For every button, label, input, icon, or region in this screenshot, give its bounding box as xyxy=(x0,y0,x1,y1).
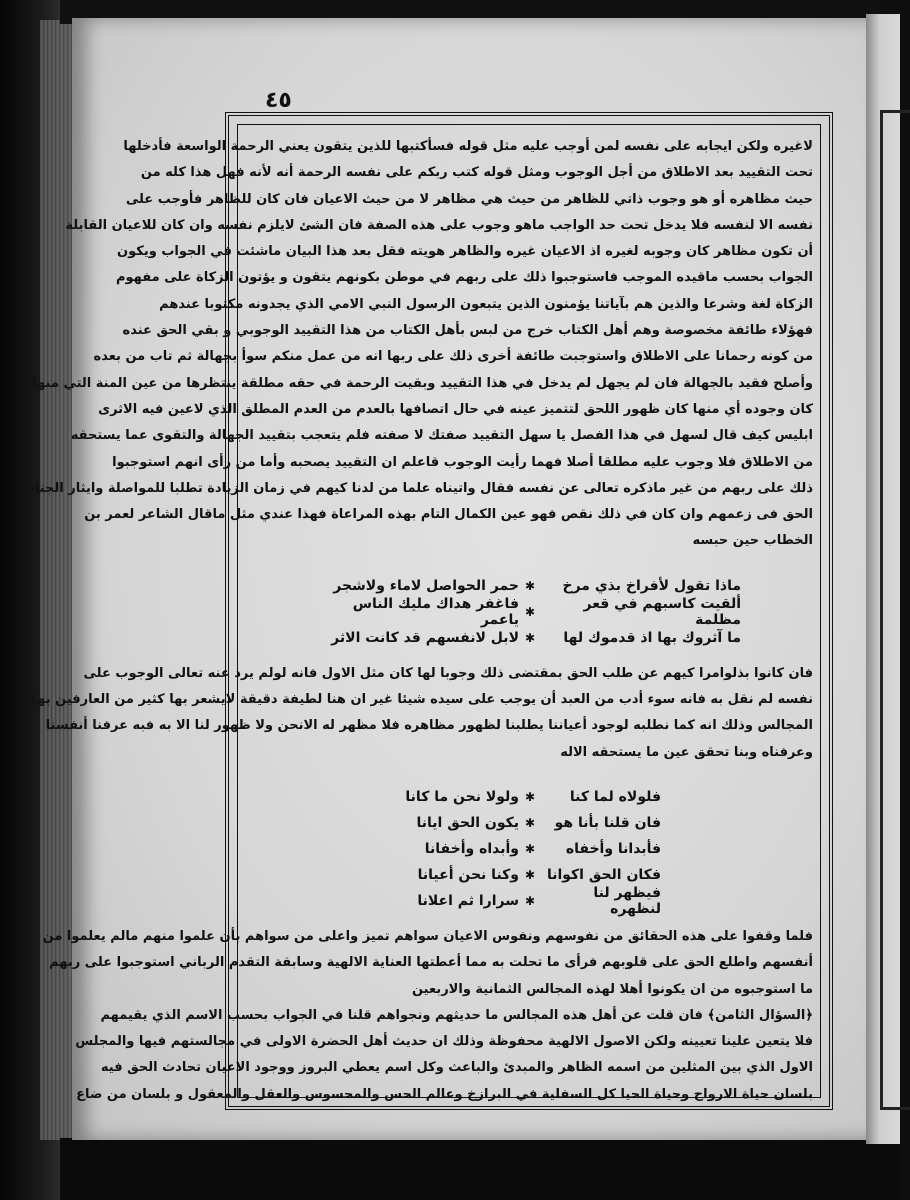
verse-second-hemistich: وأبداه وأخفانا xyxy=(424,840,519,857)
verse-line xyxy=(247,595,813,628)
section-heading-text: السؤال الثامن xyxy=(715,1007,806,1023)
text-line: فلما وقفوا على هذه الحقائق من نفوسهم ونفوس الاعيان سواهم تميز واعلى من سواهم بأن علموا منهم مالم يعلموا من xyxy=(42,928,813,944)
verse-second-hemistich: وكنا نحن أعيانا xyxy=(417,866,519,883)
verse-second-hemistich: فاغفر هداك مليك الناس ياعمر xyxy=(352,595,519,628)
star-separator-icon: ✱ xyxy=(524,578,536,593)
text-line: فهؤلاء طائفة مخصوصة وهم أهل الكتاب خرج من لبس بأهل الكتاب من هذا التقييد الوجوبي و بقي الحق عنده xyxy=(122,323,813,339)
section-heading: ﴿السؤال الثامن﴾ xyxy=(707,1007,813,1023)
question-text: فان قلت عن أهل هذه المجالس ما حديثهم ونجواهم قلنا في الجواب بحسب الاسم الذي يقيمهم xyxy=(100,1007,703,1023)
verse-second-hemistich: ولولا نحن ما كانا xyxy=(405,788,519,805)
verse-line xyxy=(247,836,813,862)
text-line: لاغيره ولكن ايجابه على نفسه لمن أوجب عليه مثل قوله فسأكتبها للذين يتقون يعني الرحمة الواسعة فأدخلها xyxy=(123,139,813,154)
text-line: فلا يتعين علينا تعيينه ولكن الاصول الالهية محفوظة وذلك ان حديث أهل الحضرة الاولى في مجالستهم فيها والمجلس xyxy=(75,1034,813,1050)
verse-first-hemistich: ألقيت كاسبهم في قعر مظلمة xyxy=(583,595,741,628)
text-line: من كونه رحمانا على الاطلاق واستوجبت طائفة أخرى ذلك على ربها انه من عمل منكم سوأ بجهالة ثم تاب من بعده xyxy=(93,349,813,365)
verse-second-hemistich: حمر الحواصل لاماء ولاشجر xyxy=(333,577,519,594)
text-line: الزكاة لغة وشرعا والذين هم بآياتنا يؤمنون الذين يتبعون الرسول النبي الامي الذي يجدونه مكتوبا عندهم xyxy=(159,296,813,312)
text-line: وعرفناه وبنا تحقق عين ما يستحقه الاله xyxy=(560,744,813,760)
text-line: حيث مظاهره أو هو وجوب ذاتي للظاهر من حيث هي مظاهر لا من حيث الاعيان فان كان للظاهر فأوجب على xyxy=(125,191,813,207)
text-line: ابليس كيف قال لسهل في هذا الفصل يا سهل التقييد صفتك لا صفته فلم يتعجب بتقييد الجهالة والتقوى عما يستحقه xyxy=(70,428,813,444)
paragraph-1 xyxy=(21,134,813,555)
verse-first-hemistich: فيظهر لنا لنظهره xyxy=(593,884,661,917)
text-line: الجواب بحسب ماقيده الموجب فاستوجبوا ذلك على ربهم في موطن بكونهم يتقون و يؤتون الزكاة على مفهوم xyxy=(116,270,813,286)
text-line: نفسه لم نقل به فانه سوء أدب من العبد أن يوجب على سيده شيئا غير ان هنا لطيفة دقيقة لايشعر بها كثير من العارفين بهذه xyxy=(21,692,813,708)
question-line xyxy=(100,1003,813,1029)
star-separator-icon: ✱ xyxy=(524,604,536,619)
text-line: المجالس وذلك انه كما نطلبه لوجود أعياننا يطلبنا لظهور مظاهره فلا مظهر له الانحن ولا ظهور لنا الا به فبه عرفنا أنفسنا xyxy=(45,718,813,734)
verse-line xyxy=(247,862,813,888)
star-separator-icon: ✱ xyxy=(524,893,536,908)
text-line: الخطاب حين حبسه xyxy=(692,533,813,549)
verse-line xyxy=(247,884,813,917)
verse-first-hemistich: فكان الحق اكوانا xyxy=(546,866,661,883)
text-line: بلسان حياة الارواح وحياة الحيا كل السفلية في البرازخ وعالم الحس والمحسوس والعقل والمعقول و بلسان من ضاع xyxy=(76,1086,813,1102)
page-number: ٤٥ xyxy=(265,88,292,113)
text-frame xyxy=(21,112,833,1110)
verse-first-hemistich: ما آثروك بها اذ قدموك لها xyxy=(563,629,741,646)
bottom-shadow xyxy=(60,1138,900,1200)
text-line: أن تكون مظاهر كان وجوبه لغيره اذ الاعيان غيره والظاهر هويته فقل بعد هذا البيان ماشئت في الجواب ويكون xyxy=(117,244,813,260)
verse-second-hemistich: يكون الحق ايانا xyxy=(416,814,519,831)
text-line: من الاطلاق فلا وجوب عليه مطلقا أصلا فهما رأيت الوجوب قاعلم ان التقييد يصحبه وأما من رأى انهم استوجبوا xyxy=(112,454,813,470)
verse-line xyxy=(247,784,813,810)
verse-second-hemistich: سرارا ثم اعلانا xyxy=(417,892,519,909)
verse-line xyxy=(247,810,813,836)
text-block xyxy=(21,134,813,1108)
poem-1 xyxy=(247,573,813,651)
star-separator-icon: ✱ xyxy=(524,867,536,882)
verse-first-hemistich: ماذا تقول لأفراخ بذي مرخ xyxy=(562,577,741,594)
paragraph-2 xyxy=(21,661,813,766)
facing-page-frame xyxy=(880,110,910,1110)
text-line: تحت التقييد بعد الاطلاق من أجل الوجوب ومثل قوله كتب ربكم على نفسه الرحمة أنه لأنه فهل هذا كله من xyxy=(140,165,813,181)
paragraph-3 xyxy=(42,924,813,1108)
text-line: أنفسهم واطلع الحق على قلوبهم فرأى ما تحلت به مما أعطتها العناية الالهية وسابقة التقدم الرباني استوجبوا على ربهم xyxy=(49,955,813,971)
poem-2 xyxy=(247,784,813,917)
text-line: الحق فى زعمهم وان كان في ذلك نقص فهو عين الكمال التام بهذه المراعاة فهذا عندي مثل ماقال الشاعر لعمر بن xyxy=(84,507,813,523)
text-line: وأصلح فقيد بالجهالة فان لم يجهل لم يدخل في هذا التقييد وبقيت الرحمة في حقه مطلقة ينتظرها من عين المنة التي منها xyxy=(32,375,813,391)
text-line: نفسه الا لنفسه فلا يدخل تحت حد الواجب ماهو وجوب على هذه الصفة فان الشئ لايلزم نفسه وان كان للاعيان القابلة xyxy=(65,217,813,233)
text-line: كان وجوده أي منها كان ظهور اللحق لتتميز عينه في حال اتصافها بالعدم من العدم المطلق الذي لاعين فيه الاثرى xyxy=(98,401,813,417)
text-line: ذلك على ربهم من غير ماذكره تعالى عن نفسه فقال واتيناه علما من لدنا كيهم في زمان الزيادة تطلبا للمواصلة وايثار الجناب xyxy=(21,480,813,496)
verse-first-hemistich: فأبدانا وأخفاه xyxy=(565,840,661,857)
text-line: الاول الذي بين المثلين من اسمه الظاهر والمبدئ والباعث وكل اسم يعطي البروز ووجود الاعيان تحادث الحق فيه xyxy=(100,1060,813,1076)
verse-line xyxy=(247,625,813,651)
verse-second-hemistich: لابل لانفسهم قد كانت الاثر xyxy=(331,629,519,646)
star-separator-icon: ✱ xyxy=(524,630,536,645)
star-separator-icon: ✱ xyxy=(524,815,536,830)
star-separator-icon: ✱ xyxy=(524,789,536,804)
verse-first-hemistich: فان قلنا بأنا هو xyxy=(554,814,661,831)
text-line: فان كانوا بذلوامرا كيهم عن طلب الحق بمقتضى ذلك وجوبا لها كان مثل الاول فانه لولم يرد عنه تعالى الوجوب على xyxy=(83,665,813,681)
text-line: ما استوجبوه من ان يكونوا أهلا لهذه المجالس الثمانية والاربعين xyxy=(411,981,813,997)
star-separator-icon: ✱ xyxy=(524,841,536,856)
verse-first-hemistich: فلولاه لما كنا xyxy=(569,788,661,805)
